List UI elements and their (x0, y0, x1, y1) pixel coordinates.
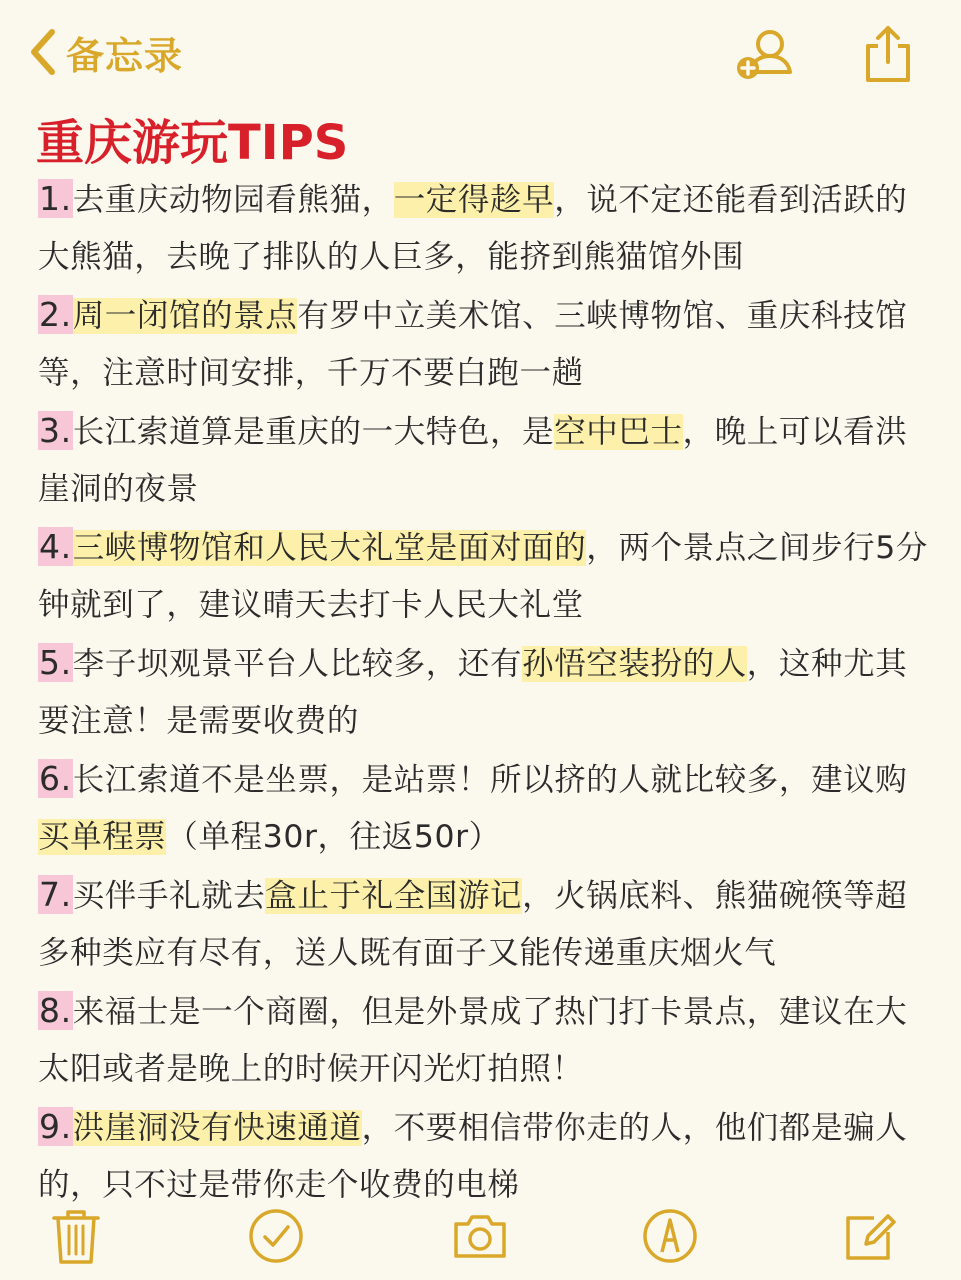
tip-text: 去重庆动物园看熊猫， (72, 182, 394, 218)
tip-text: 长江索道不是坐票，是站票！所以挤的人就比较多，建议购 (72, 762, 908, 798)
tip-text: （单程30r，往返50r） (166, 819, 501, 855)
tip-item (38, 634, 933, 750)
tip-text: ，说不定还能看到活跃的大熊猫，去晚了排队的人巨多，能挤到熊猫馆外围 (38, 182, 908, 275)
camera-icon[interactable] (450, 1206, 510, 1266)
tip-text: 李子坝观景平台人比较多，还有 (72, 646, 523, 682)
tip-text: ，这种尤其要注意！是需要收费的 (38, 646, 908, 739)
tip-item (38, 982, 933, 1098)
share-collaborate-icon[interactable] (734, 22, 798, 86)
tip-number: 7. (39, 875, 72, 914)
tip-item (38, 402, 933, 518)
tip-item (38, 1098, 933, 1214)
highlighted-text: 盒止于礼全国游记 (265, 878, 523, 914)
checklist-icon[interactable] (246, 1206, 306, 1266)
tip-item (38, 170, 933, 286)
tip-number: 4. (39, 527, 72, 566)
highlighted-text: 空中巴士 (554, 414, 683, 450)
highlighted-text: 一定得趁早 (393, 182, 555, 218)
highlighted-text: 周一闭馆的景点 (72, 298, 298, 334)
compose-icon[interactable] (840, 1206, 900, 1266)
tip-item (38, 286, 933, 402)
tip-item (38, 750, 933, 866)
highlighted-text: 买单程票 (38, 819, 167, 855)
tip-text: 有罗中立美术馆、三峡博物馆、重庆科技馆等，注意时间安排，千万不要白跑一趟 (38, 298, 908, 391)
highlighted-text: 洪崖洞没有快速通道 (72, 1110, 362, 1146)
tip-number: 1. (39, 179, 72, 218)
tip-text: ，晚上可以看洪崖洞的夜景 (38, 414, 908, 507)
tip-number: 5. (39, 643, 72, 682)
tip-text: 来福士是一个商圈，但是外景成了热门打卡景点，建议在大太阳或者是晚上的时候开闪光灯拍照！ (38, 994, 908, 1087)
highlighted-text: 孙悟空装扮的人 (522, 646, 747, 682)
tip-text: ，不要相信带你走的人，他们都是骗人的，只不过是带你走个收费的电梯 (38, 1110, 908, 1203)
chevron-left-icon (26, 26, 60, 78)
top-navigation-bar (0, 0, 961, 100)
bottom-toolbar (0, 1198, 961, 1280)
note-title: 重庆游玩TIPS (36, 115, 349, 171)
highlighted-text: 三峡博物馆和人民大礼堂是面对面的 (72, 530, 587, 566)
markup-pen-icon[interactable] (640, 1206, 700, 1266)
back-button[interactable] (26, 22, 183, 82)
trash-icon[interactable] (46, 1206, 106, 1266)
tip-number: 9. (39, 1107, 72, 1146)
tip-text: 长江索道算是重庆的一大特色，是 (72, 414, 555, 450)
tip-text: 买伴手礼就去 (72, 878, 266, 914)
tip-text: ，两个景点之间步行5分钟就到了，建议晴天去打卡人民大礼堂 (38, 530, 928, 623)
share-export-icon[interactable] (856, 22, 920, 86)
tip-item (38, 866, 933, 982)
back-label: 备忘录 (66, 33, 184, 78)
tip-number: 8. (39, 991, 72, 1030)
tip-number: 3. (39, 411, 72, 450)
tip-number: 6. (39, 759, 72, 798)
tip-item (38, 518, 933, 634)
note-body[interactable] (38, 170, 933, 1214)
tip-text: ，火锅底料、熊猫碗筷等超多种类应有尽有，送人既有面子又能传递重庆烟火气 (38, 878, 908, 971)
tip-number: 2. (39, 295, 72, 334)
